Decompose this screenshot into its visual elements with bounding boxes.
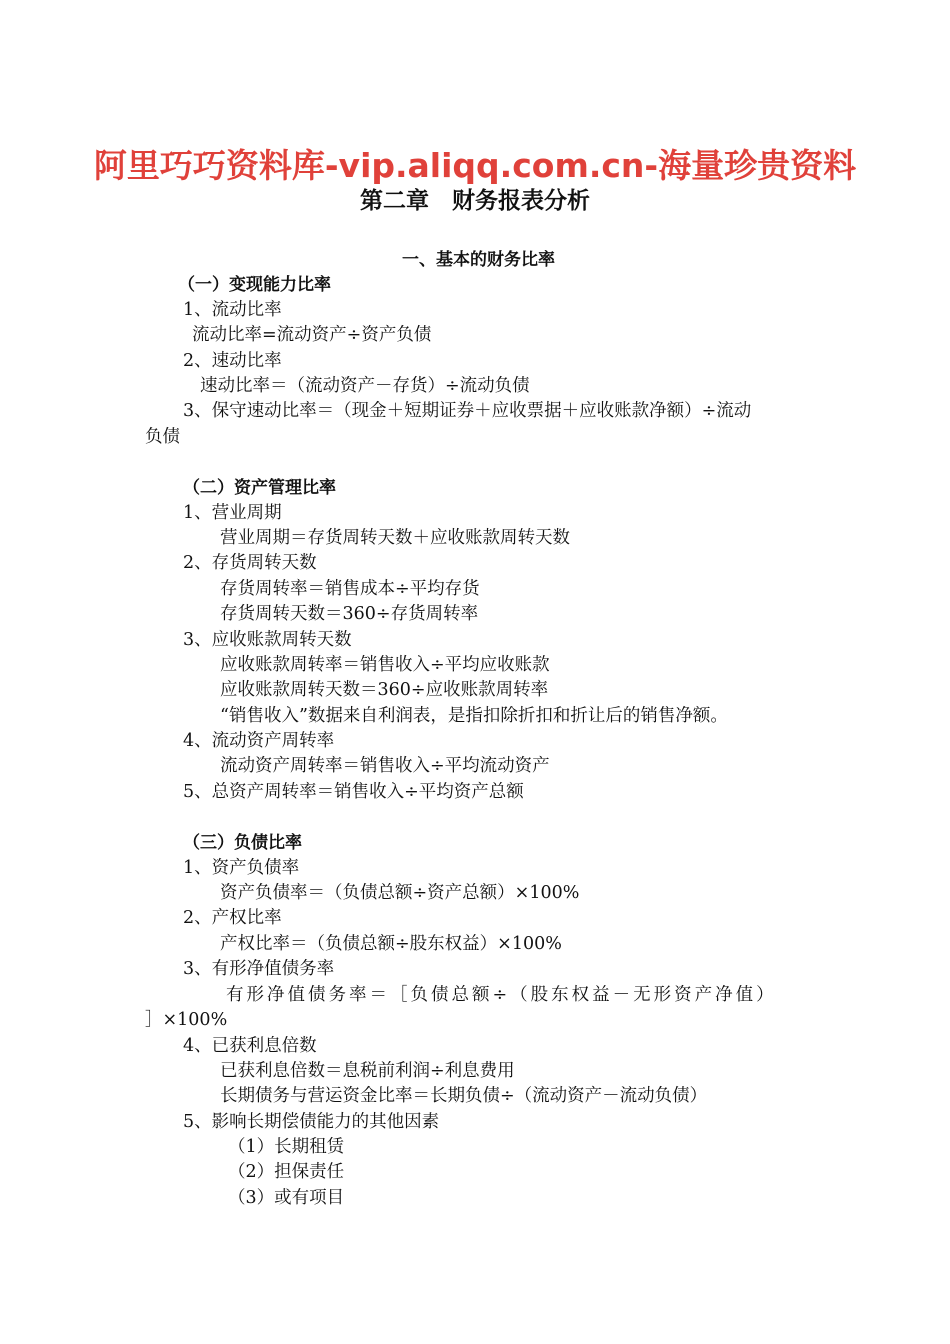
- part2-line: 流动资产周转率＝销售收入÷平均流动资产: [220, 756, 550, 776]
- watermark-banner: 阿里巧巧资料库-vip.aliqq.com.cn-海量珍贵资料: [93, 146, 857, 185]
- part2-line: 2、存货周转天数: [183, 553, 317, 573]
- part2-line: 营业周期＝存货周转天数＋应收账款周转天数: [220, 528, 570, 548]
- section-title: 一、基本的财务比率: [402, 250, 555, 270]
- part3-line: 2、产权比率: [183, 908, 282, 928]
- part3-line: 4、已获利息倍数: [183, 1036, 317, 1056]
- part2-line: 应收账款周转率＝销售收入÷平均应收账款: [220, 655, 550, 675]
- part3-line: 已获利息倍数＝息税前利润÷利息费用: [220, 1061, 515, 1081]
- part3-line: （3）或有项目: [228, 1188, 345, 1208]
- part1-heading: （一）变现能力比率: [178, 275, 331, 295]
- part1-line: 负债: [145, 427, 180, 447]
- part3-line: ］×100%: [145, 1010, 228, 1030]
- part1-line: 2、速动比率: [183, 351, 282, 371]
- part2-line: 存货周转天数＝360÷存货周转率: [220, 604, 479, 624]
- part2-line: 3、应收账款周转天数: [183, 630, 352, 650]
- part3-line: 资产负债率＝（负债总额÷资产总额）×100%: [220, 883, 580, 903]
- part2-heading: （二）资产管理比率: [183, 478, 336, 498]
- part1-line: 3、保守速动比率＝（现金＋短期证券＋应收票据＋应收账款净额）÷流动: [183, 401, 752, 421]
- part2-line: 5、总资产周转率＝销售收入÷平均资产总额: [183, 782, 524, 802]
- part3-line: 5、影响长期偿债能力的其他因素: [183, 1112, 440, 1132]
- chapter-title: 第二章 财务报表分析: [360, 188, 590, 214]
- part3-line: （2）担保责任: [228, 1162, 345, 1182]
- part3-line: （1）长期租赁: [228, 1137, 345, 1157]
- part3-line: 1、资产负债率: [183, 858, 300, 878]
- part3-line: 长期债务与营运资金比率＝长期负债÷（流动资产－流动负债）: [220, 1086, 708, 1106]
- part1-line: 1、流动比率: [183, 300, 282, 320]
- part2-line: “销售收入”数据来自利润表，是指扣除折扣和折让后的销售净额。: [220, 706, 728, 726]
- part3-line: 3、有形净值债务率: [183, 959, 335, 979]
- part1-line: 速动比率＝（流动资产－存货）÷流动负债: [200, 376, 530, 396]
- part3-line: 有形净值债务率＝［负债总额÷（股东权益－无形资产净值）: [226, 985, 777, 1005]
- part3-line: 产权比率＝（负债总额÷股东权益）×100%: [220, 934, 562, 954]
- part1-line: 流动比率=流动资产÷资产负债: [192, 325, 432, 345]
- part3-heading: （三）负债比率: [183, 833, 302, 853]
- part2-line: 1、营业周期: [183, 503, 282, 523]
- part2-line: 应收账款周转天数＝360÷应收账款周转率: [220, 680, 549, 700]
- part2-line: 存货周转率＝销售成本÷平均存货: [220, 579, 480, 599]
- part2-line: 4、流动资产周转率: [183, 731, 335, 751]
